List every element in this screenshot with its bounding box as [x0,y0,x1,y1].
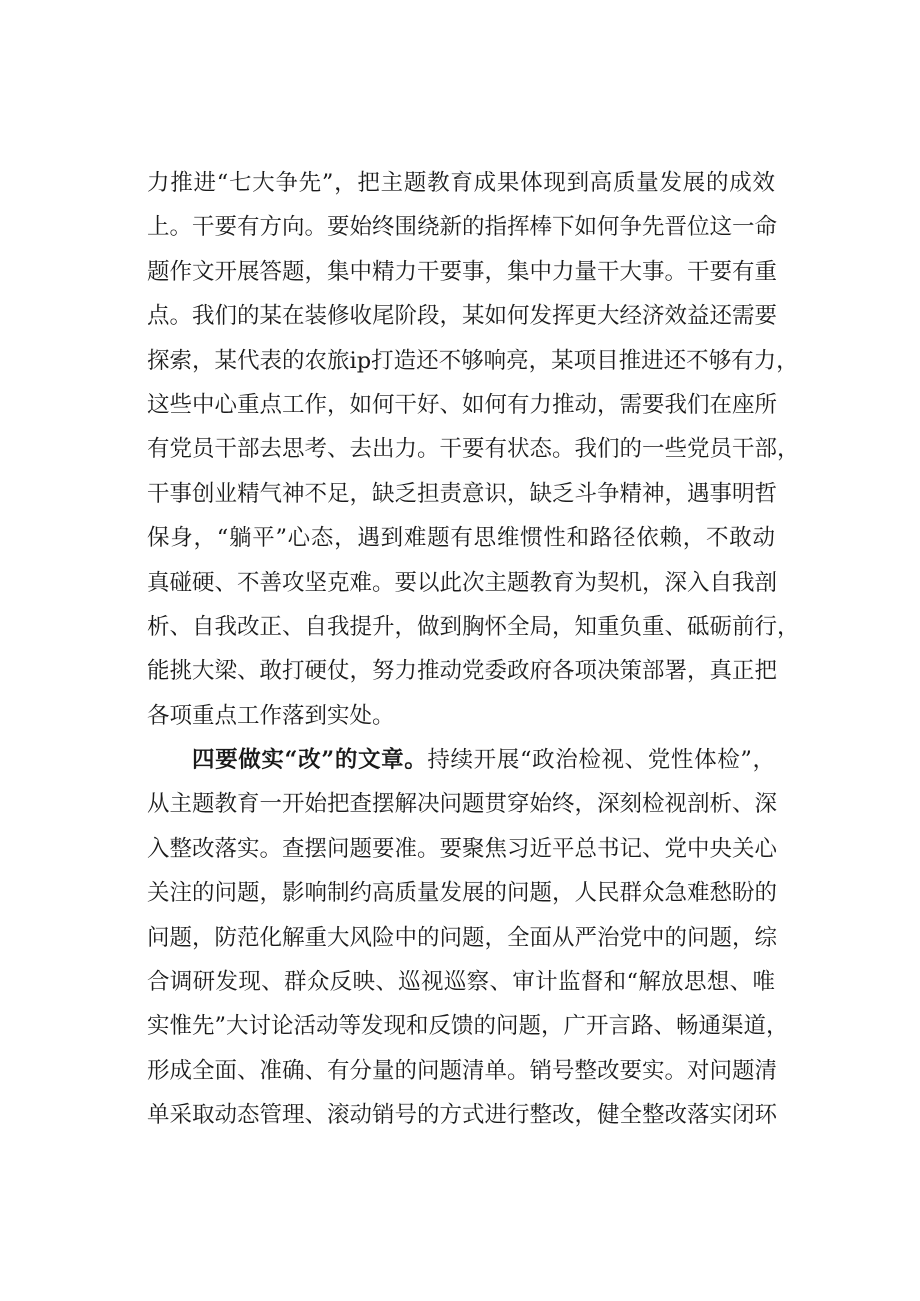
text-line: 析、自我改正、自我提升，做到胸怀全局，知重负重、砥砺前行， [147,613,800,640]
text-line: 合调研发现、群众反映、巡视巡察、审计监督和“解放思想、唯 [147,969,775,996]
text-line: 关注的问题，影响制约高质量发展的问题，人民群众急难愁盼的 [147,880,778,907]
text-line: 从主题教育一开始把查摆解决问题贯穿始终，深刻检视剖析、深 [147,791,778,818]
text-line: 上。干要有方向。要始终围绕新的指挥棒下如何争先晋位这一命 [147,214,778,241]
text-line: 这些中心重点工作，如何干好、如何有力推动，需要我们在座所 [147,391,778,418]
text-line: 能挑大梁、敢打硬仗，努力推动党委政府各项决策部署，真正把 [147,658,778,685]
document-body [147,161,800,1138]
text-line: 题作文开展答题，集中精力干要事，集中力量干大事。干要有重 [147,258,778,285]
paragraph-1 [147,161,800,738]
text-line: 真碰硬、不善攻坚克难。要以此次主题教育为契机，深入自我剖 [147,569,778,596]
text-line: 形成全面、准确、有分量的问题清单。销号整改要实。对问题清 [147,1057,778,1084]
text-line: 入整改落实。查摆问题要准。要聚焦习近平总书记、党中央关心 [147,835,778,862]
text-line: 实惟先”大讨论活动等发现和反馈的问题，广开言路、畅通渠道， [147,1013,789,1040]
text-line: 力推进“七大争先”，把主题教育成果体现到高质量发展的成效 [147,170,775,196]
text-line: 单采取动态管理、滚动销号的方式进行整改，健全整改落实闭环 [147,1102,778,1129]
text-line: 探索，某代表的农旅ip打造还不够响亮，某项目推进还不够有力， [147,347,799,374]
paragraph-2 [147,738,789,1138]
paragraph-heading: 四要做实“改”的文章。 [192,747,428,774]
text-line: 点。我们的某在装修收尾阶段，某如何发挥更大经济效益还需要 [147,303,778,330]
text-line: 有党员干部去思考、去出力。干要有状态。我们的一些党员干部， [147,436,800,463]
text-line: 各项重点工作落到实处。 [147,702,395,729]
paragraph-text: 持续开展“政治检视、党性体检”， [427,747,775,774]
text-line: 保身，“躺平”心态，遇到难题有思维惯性和路径依赖，不敢动 [147,525,775,552]
text-line: 干事创业精气神不足，缺乏担责意识，缺乏斗争精神，遇事明哲 [147,480,778,507]
text-line-first [147,738,775,782]
text-line: 问题，防范化解重大风险中的问题，全面从严治党中的问题，综 [147,924,778,951]
